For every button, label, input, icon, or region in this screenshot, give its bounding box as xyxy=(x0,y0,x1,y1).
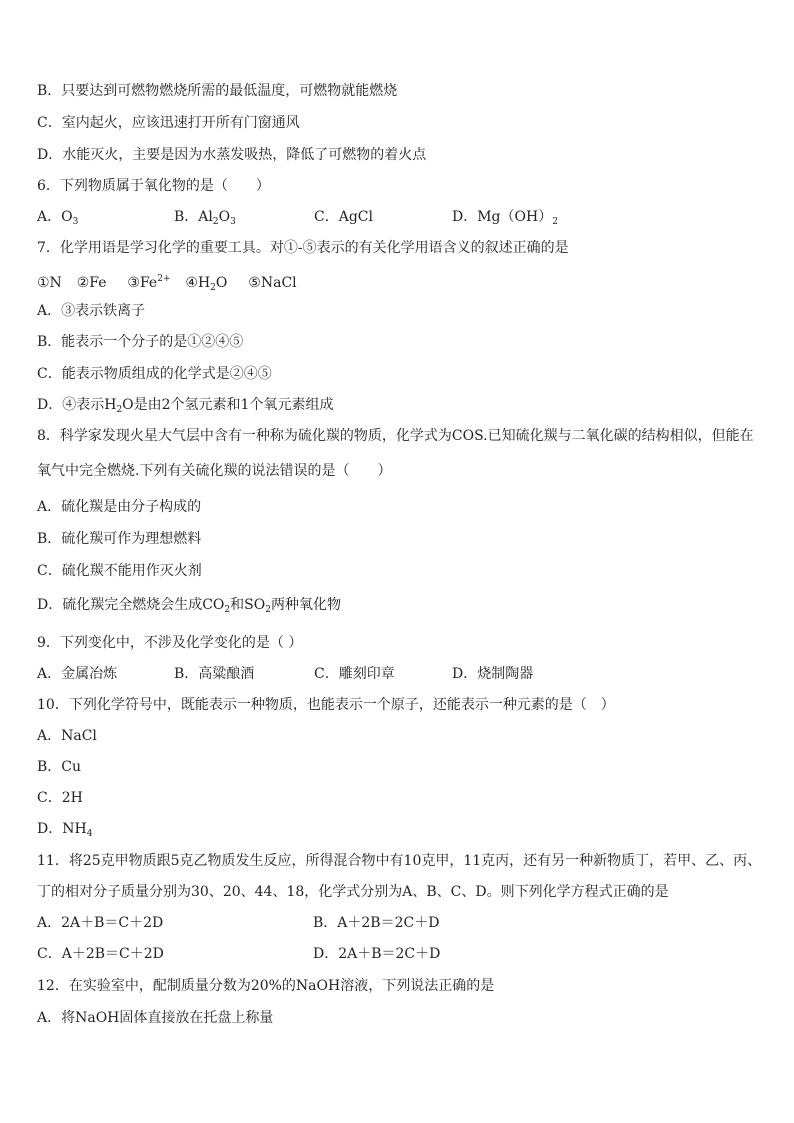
q11-option-a: A．2A＋B＝C＋2D xyxy=(37,915,164,931)
q12-option-a: A．将NaOH固体直接放在托盘上称量 xyxy=(37,1010,274,1026)
q11-stem-line-1: 11．将25克甲物质跟5克乙物质发生反应，所得混合物中有10克甲，11克丙，还有另一种新物质丁，若甲、乙、丙、 xyxy=(37,853,762,869)
q6-options xyxy=(37,207,774,232)
q11-option-d: D．2A＋B＝2C＋D xyxy=(313,946,441,962)
q6-option-b: B．$Al_2O_3$ xyxy=(174,209,236,227)
q9-option-c: C．雕刻印章 xyxy=(314,666,395,682)
q9-options xyxy=(37,664,774,684)
q7-symbol-5: ⑤NaCl xyxy=(248,275,297,291)
q7-symbol-2: ②Fe xyxy=(76,275,107,291)
q10-option-d: D．$NH_4$ xyxy=(37,821,93,839)
q11-options-row-2 xyxy=(37,944,774,964)
q6-option-c: C．AgCl xyxy=(314,209,373,225)
q7-option-b: B．能表示一个分子的是①②④⑤ xyxy=(37,334,244,350)
q11-stem-line-2: 丁的相对分子质量分别为30、20、44、18，化学式分别为A、B、C、D。则下列化学方程式正确的是 xyxy=(37,884,669,900)
q5-option-c: C．室内起火，应该迅速打开所有门窗通风 xyxy=(37,115,300,131)
q11-options-row-1 xyxy=(37,913,774,933)
q8-stem-line-1: 8．科学家发现火星大气层中含有一种称为硫化羰的物质，化学式为COS.已知硫化羰与二氧化碳的结构相似，但能在 xyxy=(37,428,754,444)
q8-option-b: B．硫化羰可作为理想燃料 xyxy=(37,531,202,547)
q11-option-c: C．A＋2B＝C＋2D xyxy=(37,946,164,962)
q7-option-c: C．能表示物质组成的化学式是②④⑤ xyxy=(37,366,272,382)
q11-option-b: B．A＋2B＝2C＋D xyxy=(313,915,440,931)
q7-symbol-4: $④H_2O$ xyxy=(185,275,228,293)
q9-option-d: D．烧制陶器 xyxy=(452,666,534,682)
q10-option-b: B．Cu xyxy=(37,759,82,775)
q7-stem: 7．化学用语是学习化学的重要工具。对①-⑤表示的有关化学用语含义的叙述正确的是 xyxy=(37,240,569,256)
q8-option-c: C．硫化羰不能用作灭火剂 xyxy=(37,563,202,579)
q6-stem: 6．下列物质属于氧化物的是（ ） xyxy=(37,178,270,194)
q5-option-b: B．只要达到可燃物燃烧所需的最低温度，可燃物就能燃烧 xyxy=(37,83,398,99)
q8-option-d: D．硫化羰完全燃烧会生成$CO_2$和$SO_2$两种氧化物 xyxy=(37,597,341,615)
q7-option-a: A．③表示铁离子 xyxy=(37,303,146,319)
q7-symbol-3: $③Fe^{2+}$ xyxy=(127,274,171,291)
q8-stem-line-2: 氧气中完全燃烧.下列有关硫化羰的说法错误的是（ ） xyxy=(37,463,392,479)
q7-symbol-1: ①N xyxy=(37,275,62,291)
q12-stem: 12．在实验室中，配制质量分数为20%的NaOH溶液，下列说法正确的是 xyxy=(37,978,495,994)
q10-option-c: C．2H xyxy=(37,790,83,806)
q7-option-d: D．④表示$H_2O$是由2个氢元素和1个氧元素组成 xyxy=(37,397,334,415)
q6-option-d: D．$Mg(OH)_2$ xyxy=(452,209,558,227)
q8-option-a: A．硫化羰是由分子构成的 xyxy=(37,499,202,515)
q10-option-a: A．NaCl xyxy=(37,728,97,744)
q10-stem: 10．下列化学符号中，既能表示一种物质，也能表示一个原子，还能表示一种元素的是（ ） xyxy=(37,697,615,713)
q9-option-a: A．金属冶炼 xyxy=(37,666,118,682)
q5-option-d: D．水能灭火，主要是因为水蒸发吸热，降低了可燃物的着火点 xyxy=(37,147,427,163)
q7-symbols xyxy=(37,269,774,298)
q9-stem: 9．下列变化中，不涉及化学变化的是（ ） xyxy=(37,635,303,651)
q6-option-a: A．$O_3$ xyxy=(37,209,79,227)
q9-option-b: B．高粱酿酒 xyxy=(174,666,255,682)
